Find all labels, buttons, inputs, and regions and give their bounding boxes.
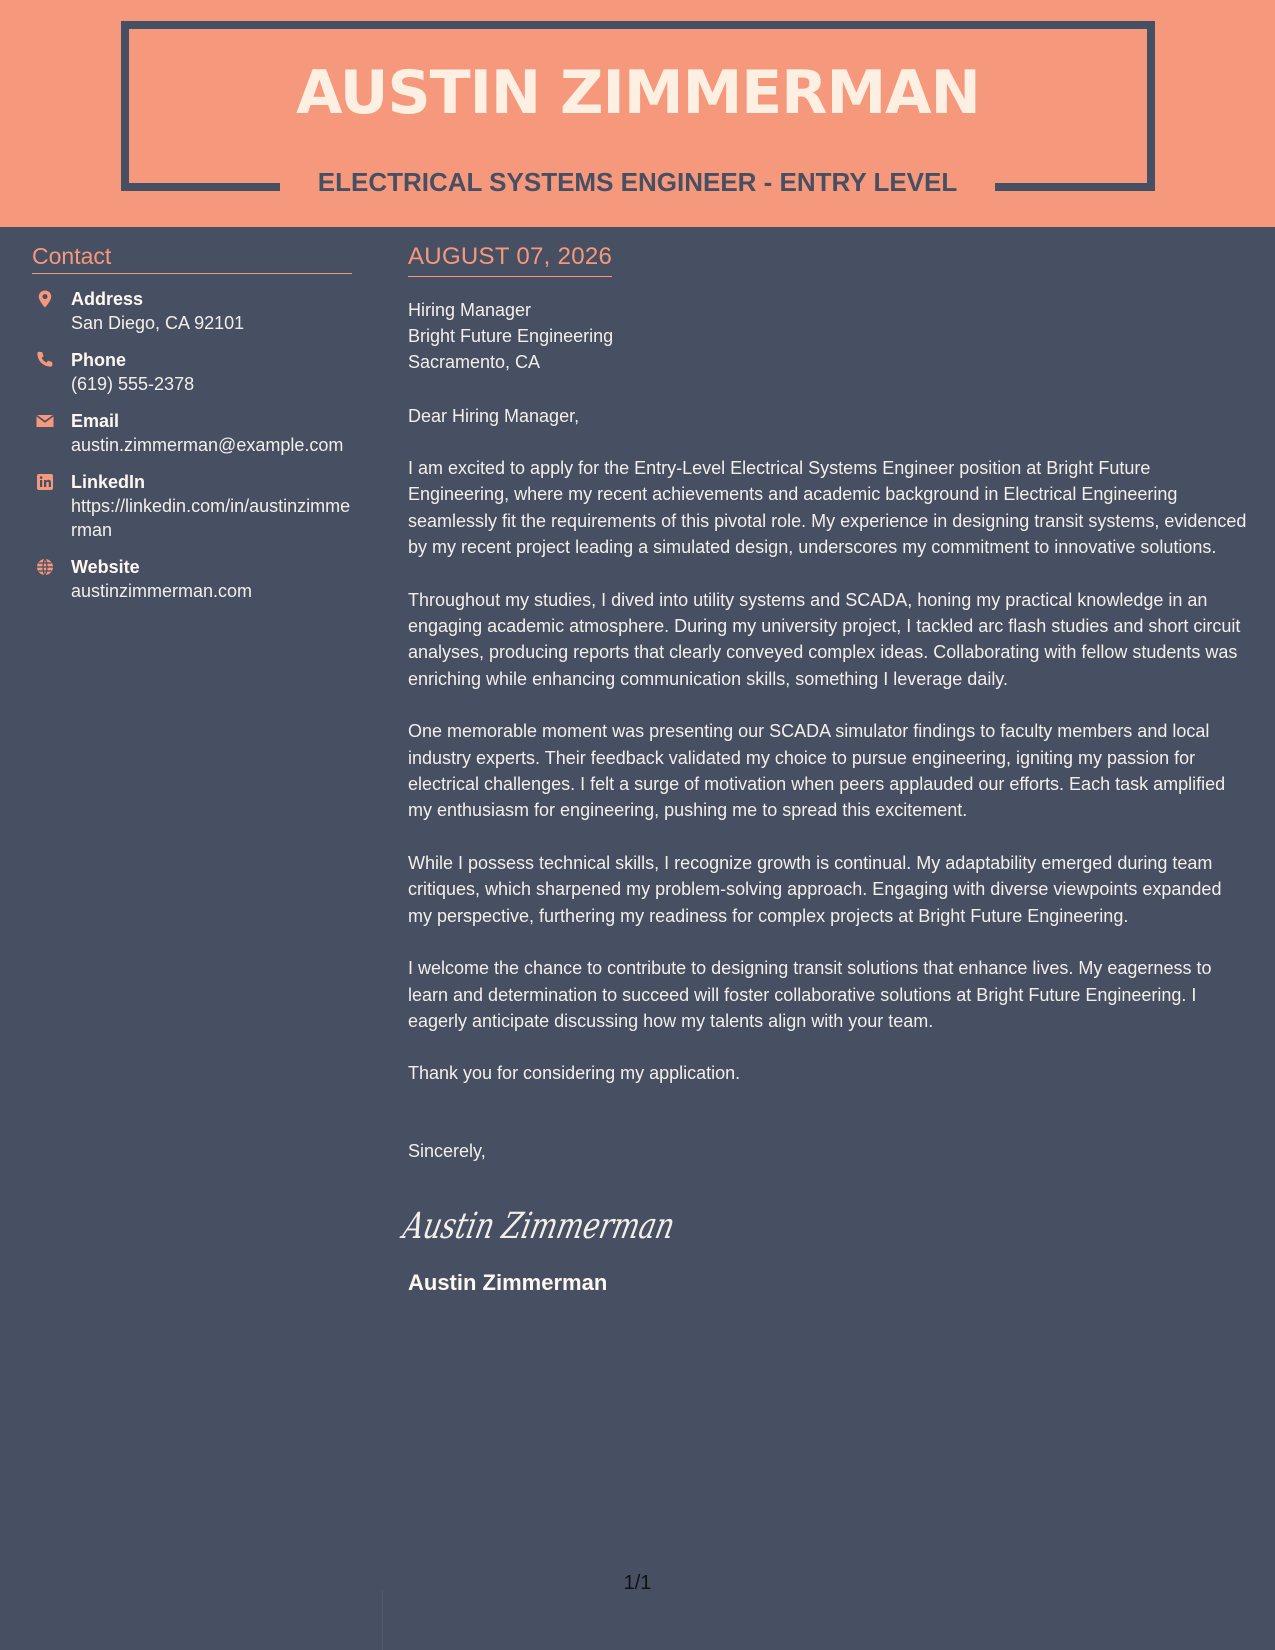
envelope-icon	[35, 411, 55, 431]
handwritten-signature	[399, 1198, 759, 1250]
contact-label: Email	[71, 411, 120, 431]
job-title: ELECTRICAL SYSTEMS ENGINEER - ENTRY LEVEL	[317, 167, 958, 197]
column-divider	[382, 1590, 383, 1650]
map-pin-icon	[35, 289, 55, 309]
recipient-location: Sacramento, CA	[408, 352, 541, 372]
contact-phone	[32, 348, 352, 396]
globe-icon	[35, 557, 55, 577]
applicant-name: AUSTIN ZIMMERMAN	[296, 58, 980, 128]
website-value[interactable]: austinzimmerman.com	[71, 581, 253, 601]
contact-website	[32, 555, 352, 603]
recipient-company: Bright Future Engineering	[408, 326, 614, 346]
letter-paragraph: I am excited to apply for the Entry-Level Electrical Systems Engineer position at Bright Future Engineering, where my recent achievements and academic background in Electrical Engineering seamlessly fit the requirements of this pivotal role. My experience in designing transit systems, evidenced by my recent project leading a simulated design, underscores my commitment to innovative solutions.	[408, 458, 1247, 558]
linkedin-value[interactable]: https://linkedin.com/in/austinzimmerman	[71, 496, 351, 540]
letter-paragraph: Throughout my studies, I dived into utility systems and SCADA, honing my practical knowledge in an engaging academic atmosphere. During my university project, I tackled arc flash studies and short circuit analyses, producing reports that clearly conveyed complex ideas. Collaborating with fellow students was enriching while enhancing communication skills, something I leverage daily.	[408, 589, 1241, 689]
phone-value: (619) 555-2378	[71, 374, 195, 394]
contact-heading: Contact	[32, 243, 352, 274]
recipient-title: Hiring Manager	[408, 300, 532, 320]
letter-paragraph: One memorable moment was presenting our SCADA simulator findings to faculty members and local industry experts. Their feedback validated my choice to pursue engineering, igniting my passion for electrical challenges. I felt a surge of motivation when peers applauded our efforts. Each task amplified my enthusiasm for engineering, pushing me to spread this excitement.	[408, 721, 1226, 821]
letter-paragraph: Thank you for considering my application.	[408, 1063, 741, 1084]
letter-paragraph: I welcome the chance to contribute to designing transit solutions that enhance lives. My eagerness to learn and determination to succeed will foster collaborative solutions at Bright Future Engineering. I eagerly anticipate discussing how my talents align with your team.	[408, 958, 1212, 1031]
header-banner	[0, 0, 1275, 227]
contact-label: LinkedIn	[71, 472, 146, 492]
address-value: San Diego, CA 92101	[71, 313, 245, 333]
contact-sidebar	[32, 243, 352, 603]
contact-label: Website	[71, 557, 140, 577]
contact-email	[32, 409, 352, 457]
linkedin-icon	[35, 472, 55, 492]
contact-label: Address	[71, 289, 144, 309]
email-value[interactable]: austin.zimmerman@example.com	[71, 435, 344, 455]
contact-label: Phone	[71, 350, 127, 370]
letter-date: AUGUST 07, 2026	[408, 243, 612, 277]
letter-body	[399, 243, 1248, 1296]
page-number: 1/1	[623, 1572, 652, 1594]
salutation: Dear Hiring Manager,	[408, 406, 580, 426]
svg-text:Austin Zimmerman: Austin Zimmerman	[399, 1204, 759, 1247]
letter-paragraph: While I possess technical skills, I recognize growth is continual. My adaptability emerged during team critiques, which sharpened my problem-solving approach. Engaging with diverse viewpoints expanded my perspective, furthering my readiness for complex projects at Bright Future Engineering.	[408, 852, 1222, 926]
phone-icon	[35, 350, 55, 370]
closing: Sincerely,	[408, 1140, 486, 1161]
signer-name: Austin Zimmerman	[408, 1269, 608, 1295]
contact-linkedin	[32, 470, 352, 542]
signature-image	[399, 1198, 759, 1250]
contact-address	[32, 287, 352, 335]
recipient-block	[408, 297, 1248, 375]
